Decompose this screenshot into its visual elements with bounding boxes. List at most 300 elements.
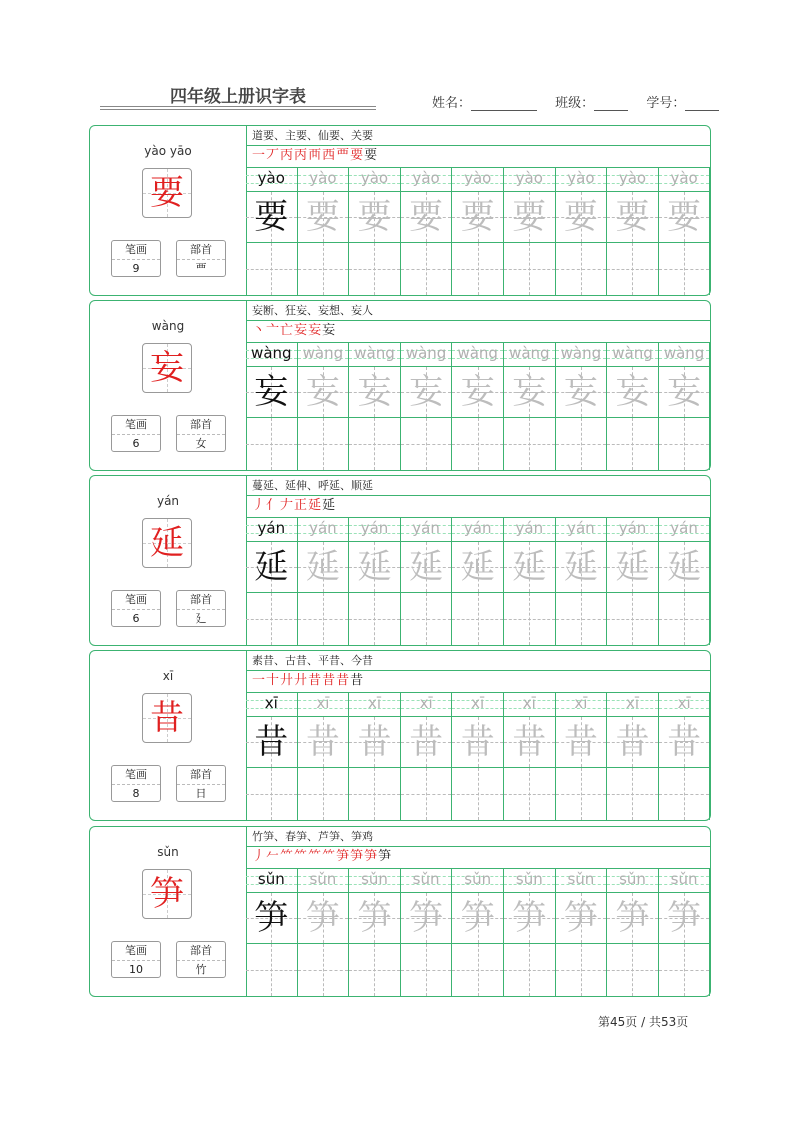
character-card: [89, 826, 711, 997]
stroke-step: 覀: [336, 148, 350, 163]
character-card: [89, 650, 711, 821]
page-header: [0, 0, 800, 120]
example-words: 竹笋、春笋、芦笋、笋鸡: [246, 827, 710, 847]
id-blank[interactable]: [685, 98, 719, 111]
pinyin-cell[interactable]: [556, 342, 608, 367]
writing-cell[interactable]: [452, 192, 504, 243]
radical-value: 覀: [195, 262, 207, 275]
pinyin-cell[interactable]: [504, 517, 556, 542]
trace-char: 延: [409, 547, 444, 587]
radical-box: [176, 415, 226, 452]
pinyin-cell[interactable]: [659, 342, 711, 367]
pinyin-guide: sǔn: [361, 870, 388, 888]
pinyin-cell[interactable]: [401, 167, 453, 192]
writing-cell-empty[interactable]: [659, 593, 711, 645]
name-field[interactable]: [432, 92, 537, 111]
pinyin-cell[interactable]: [246, 517, 298, 542]
pinyin-cell[interactable]: [349, 517, 401, 542]
stroke-step: 笋: [364, 849, 378, 864]
stroke-order: [246, 846, 710, 869]
name-label: 姓名：: [432, 96, 472, 111]
writing-cell[interactable]: [246, 717, 298, 768]
trace-char: 昔: [563, 722, 598, 762]
writing-cell[interactable]: [504, 893, 556, 944]
writing-cell-empty[interactable]: [298, 593, 350, 645]
writing-cell-empty[interactable]: [298, 243, 350, 295]
stroke-order: [246, 145, 710, 168]
pinyin-cell[interactable]: [349, 342, 401, 367]
writing-cell-empty[interactable]: [452, 768, 504, 820]
practice-panel: [246, 651, 710, 820]
example-words: 道要、主要、仙要、关要: [246, 126, 710, 146]
pinyin-guide: xī: [264, 694, 278, 712]
stroke-count-label: 笔画: [112, 416, 160, 435]
stroke-step: 𠂇: [280, 498, 294, 513]
writing-cell-empty[interactable]: [401, 768, 453, 820]
pinyin-guide: wàng: [457, 344, 498, 362]
writing-cell-empty[interactable]: [659, 243, 711, 295]
writing-cell-empty[interactable]: [349, 944, 401, 996]
character-card: [89, 125, 711, 296]
trace-char: 延: [512, 547, 547, 587]
writing-cell-empty[interactable]: [556, 593, 608, 645]
char-info-panel: [90, 126, 247, 295]
writing-cell[interactable]: [298, 367, 350, 418]
writing-cell[interactable]: [349, 717, 401, 768]
stroke-count-label: 笔画: [112, 942, 160, 961]
pinyin-cell[interactable]: [246, 868, 298, 893]
pinyin-cell[interactable]: [556, 167, 608, 192]
pinyin-cell[interactable]: [452, 692, 504, 717]
stroke-step: ⺮: [294, 849, 308, 864]
student-fields: [432, 92, 733, 111]
class-label: 班级：: [555, 96, 595, 111]
stroke-count-box: [111, 415, 161, 452]
name-blank[interactable]: [471, 98, 537, 111]
writing-cell[interactable]: [349, 893, 401, 944]
pinyin-guide: xī: [625, 694, 639, 712]
radical-label: 部首: [177, 766, 225, 785]
writing-cell[interactable]: [298, 542, 350, 593]
pinyin-cell[interactable]: [246, 167, 298, 192]
pinyin-guide: sǔn: [619, 870, 646, 888]
pinyin-cell[interactable]: [504, 868, 556, 893]
pinyin-cell[interactable]: [298, 167, 350, 192]
pinyin-cell[interactable]: [298, 517, 350, 542]
writing-cell-empty[interactable]: [504, 243, 556, 295]
pinyin-cell[interactable]: [556, 517, 608, 542]
pinyin-cell[interactable]: [607, 167, 659, 192]
writing-cell-empty[interactable]: [452, 593, 504, 645]
trace-char: 妄: [409, 372, 444, 412]
stroke-order: [246, 320, 710, 343]
pinyin-cell[interactable]: [556, 692, 608, 717]
writing-cell-empty[interactable]: [349, 418, 401, 470]
char-display: 延: [150, 523, 184, 563]
radical-label: 部首: [177, 241, 225, 260]
stroke-step: 正: [294, 498, 308, 513]
writing-cell[interactable]: [504, 192, 556, 243]
trace-char: 笋: [563, 898, 598, 938]
writing-cell-empty[interactable]: [246, 768, 298, 820]
writing-cell-empty[interactable]: [504, 418, 556, 470]
stroke-step: 𠂉: [266, 849, 280, 864]
stroke-step: 昔: [336, 673, 350, 688]
pinyin-cell[interactable]: [659, 517, 711, 542]
pinyin-guide: wàng: [560, 344, 602, 362]
pinyin-guide: yào: [309, 169, 337, 187]
pinyin-guide: yán: [670, 519, 698, 537]
trace-char: 延: [357, 547, 392, 587]
stroke-step: 妄: [322, 323, 336, 338]
stroke-count-box: [111, 240, 161, 277]
pinyin-cell[interactable]: [246, 342, 298, 367]
character-card: [89, 300, 711, 471]
trace-char: 妄: [357, 372, 392, 412]
stroke-step: 亠: [266, 323, 280, 338]
writing-cell-empty[interactable]: [349, 768, 401, 820]
pinyin-cell[interactable]: [659, 692, 711, 717]
pinyin-cell[interactable]: [504, 167, 556, 192]
trace-char: 笋: [305, 898, 340, 938]
id-field[interactable]: [646, 92, 719, 111]
writing-cell[interactable]: [504, 542, 556, 593]
writing-cell-empty[interactable]: [607, 593, 659, 645]
pinyin-cell[interactable]: [607, 342, 659, 367]
writing-cell[interactable]: [298, 893, 350, 944]
trace-char: 笋: [667, 898, 702, 938]
pinyin-guide: yán: [463, 519, 492, 537]
writing-cell[interactable]: [298, 717, 350, 768]
radical-value: 廴: [195, 612, 207, 625]
char-display-box: [142, 693, 192, 743]
pinyin-cell[interactable]: [504, 692, 556, 717]
writing-cell[interactable]: [607, 542, 659, 593]
trace-char: 延: [667, 547, 702, 587]
pinyin-cell[interactable]: [452, 868, 504, 893]
char-display-box: [142, 343, 192, 393]
pinyin-guide: wàng: [405, 344, 447, 362]
writing-cell[interactable]: [401, 367, 453, 418]
trace-char: 延: [254, 547, 289, 587]
writing-cell[interactable]: [504, 367, 556, 418]
writing-cell-empty[interactable]: [246, 418, 298, 470]
pinyin-guide: sǔn: [515, 870, 543, 888]
pinyin-guide: sǔn: [412, 870, 440, 888]
pinyin-guide: wàng: [302, 344, 344, 362]
trace-char: 延: [615, 547, 650, 587]
pinyin-guide: sǔn: [257, 870, 285, 888]
writing-cell[interactable]: [298, 192, 350, 243]
writing-cell[interactable]: [349, 542, 401, 593]
pinyin-guide: xī: [419, 694, 433, 712]
trace-char: 妄: [460, 372, 495, 412]
pinyin-guide: xī: [367, 694, 381, 712]
writing-cell[interactable]: [659, 367, 711, 418]
stroke-step: 昔: [350, 673, 364, 688]
radical-value: 女: [195, 437, 207, 450]
writing-cell[interactable]: [246, 367, 298, 418]
writing-cell-empty[interactable]: [298, 418, 350, 470]
writing-cell-empty[interactable]: [607, 418, 659, 470]
trace-char: 延: [460, 547, 495, 587]
writing-cell-empty[interactable]: [401, 593, 453, 645]
writing-cell-empty[interactable]: [246, 593, 298, 645]
pinyin-guide: yán: [309, 519, 337, 537]
writing-cell-empty[interactable]: [246, 243, 298, 295]
pinyin-guide: yán: [360, 519, 389, 537]
trace-char: 昔: [615, 722, 650, 762]
stroke-count-value: 9: [132, 262, 140, 275]
char-info-panel: [90, 827, 247, 996]
pinyin-cell[interactable]: [659, 167, 711, 192]
example-words: 蔓延、延伸、呼延、顺延: [246, 476, 710, 496]
writing-cell-empty[interactable]: [452, 944, 504, 996]
trace-char: 笋: [460, 898, 495, 938]
writing-cell-empty[interactable]: [401, 243, 453, 295]
class-field[interactable]: [555, 92, 628, 111]
writing-cell[interactable]: [452, 367, 504, 418]
writing-cell[interactable]: [401, 542, 453, 593]
pinyin-cell[interactable]: [607, 692, 659, 717]
practice-panel: [246, 476, 710, 645]
stroke-step: 亡: [280, 323, 294, 338]
writing-cell[interactable]: [607, 893, 659, 944]
char-info-panel: [90, 476, 247, 645]
trace-char: 笋: [512, 898, 547, 938]
stroke-step: 廾: [280, 673, 294, 688]
pinyin-cell[interactable]: [246, 692, 298, 717]
stroke-step: 廾: [294, 673, 308, 688]
page-number: 第45页 / 共53页: [598, 1015, 689, 1029]
practice-panel: [246, 126, 710, 295]
stroke-step: 一: [252, 148, 266, 163]
trace-char: 要: [512, 197, 547, 237]
pinyin-cell[interactable]: [349, 868, 401, 893]
pinyin-guide: yào: [618, 169, 647, 187]
writing-cell-empty[interactable]: [504, 593, 556, 645]
writing-cell-empty[interactable]: [452, 243, 504, 295]
writing-cell[interactable]: [659, 893, 711, 944]
page-title: 四年级上册识字表: [170, 87, 306, 107]
writing-cell[interactable]: [556, 542, 608, 593]
pinyin-cell[interactable]: [298, 868, 350, 893]
id-label: 学号：: [646, 96, 686, 111]
trace-char: 妄: [563, 372, 598, 412]
writing-cell[interactable]: [246, 192, 298, 243]
pinyin-cell[interactable]: [349, 167, 401, 192]
example-words: 妄断、狂妄、妄想、妄人: [246, 301, 710, 321]
writing-cell[interactable]: [246, 893, 298, 944]
practice-panel: [246, 301, 710, 470]
char-pinyin: yán: [156, 494, 180, 508]
stroke-count-value: 6: [132, 612, 140, 625]
stroke-step: 西: [322, 148, 336, 163]
radical-value: 日: [195, 787, 207, 800]
writing-cell[interactable]: [349, 367, 401, 418]
radical-label: 部首: [177, 416, 225, 435]
writing-cell-empty[interactable]: [452, 418, 504, 470]
writing-cell-empty[interactable]: [401, 418, 453, 470]
writing-cell[interactable]: [504, 717, 556, 768]
trace-char: 要: [615, 197, 650, 237]
trace-char: 要: [563, 197, 598, 237]
trace-char: 笋: [254, 898, 289, 938]
pinyin-guide: yào: [412, 169, 440, 187]
pinyin-cell[interactable]: [298, 692, 350, 717]
writing-cell[interactable]: [659, 717, 711, 768]
radical-value: 竹: [195, 963, 207, 976]
trace-char: 妄: [254, 372, 289, 412]
pinyin-cell[interactable]: [401, 342, 453, 367]
stroke-count-value: 8: [132, 787, 140, 800]
writing-cell-empty[interactable]: [607, 944, 659, 996]
writing-cell-empty[interactable]: [556, 944, 608, 996]
class-blank[interactable]: [594, 98, 628, 111]
pinyin-cell[interactable]: [401, 692, 453, 717]
char-pinyin: xī: [162, 669, 174, 683]
writing-cell-empty[interactable]: [246, 944, 298, 996]
pinyin-cell[interactable]: [659, 868, 711, 893]
pinyin-cell[interactable]: [401, 868, 453, 893]
pinyin-guide: yào: [257, 169, 285, 187]
pinyin-guide: yán: [515, 519, 544, 537]
writing-cell-empty[interactable]: [298, 944, 350, 996]
radical-box: [176, 765, 226, 802]
stroke-step: 要: [364, 148, 378, 163]
writing-cell[interactable]: [607, 717, 659, 768]
pinyin-cell[interactable]: [452, 517, 504, 542]
stroke-step: ⺮: [280, 849, 294, 864]
pinyin-cell[interactable]: [607, 868, 659, 893]
pinyin-guide: yào: [515, 169, 543, 187]
writing-cell[interactable]: [401, 893, 453, 944]
pinyin-cell[interactable]: [556, 868, 608, 893]
pinyin-cell[interactable]: [452, 167, 504, 192]
pinyin-guide: yào: [464, 169, 492, 187]
stroke-step: 丙: [294, 148, 308, 163]
pinyin-guide: sǔn: [464, 870, 492, 888]
writing-cell[interactable]: [401, 717, 453, 768]
trace-char: 昔: [512, 722, 547, 762]
pinyin-guide: wàng: [251, 344, 292, 362]
writing-cell-empty[interactable]: [659, 944, 711, 996]
writing-cell[interactable]: [452, 542, 504, 593]
trace-char: 笋: [357, 898, 392, 938]
trace-char: 昔: [409, 722, 444, 762]
trace-char: 笋: [409, 898, 444, 938]
pinyin-guide: yào: [360, 169, 389, 187]
writing-cell[interactable]: [607, 192, 659, 243]
char-display-box: [142, 168, 192, 218]
title-underline: [100, 106, 376, 107]
stroke-step: 丆: [266, 148, 280, 163]
stroke-step: 襾: [308, 148, 322, 163]
writing-cell-empty[interactable]: [556, 768, 608, 820]
char-pinyin: sǔn: [157, 845, 179, 859]
writing-cell-empty[interactable]: [349, 243, 401, 295]
writing-cell[interactable]: [349, 192, 401, 243]
char-display-box: [142, 518, 192, 568]
writing-cell[interactable]: [659, 542, 711, 593]
trace-char: 要: [305, 197, 340, 237]
example-words: 素昔、古昔、平昔、今昔: [246, 651, 710, 671]
pinyin-guide: sǔn: [567, 870, 595, 888]
trace-char: 昔: [305, 722, 340, 762]
writing-cell[interactable]: [556, 192, 608, 243]
stroke-step: 丿: [252, 498, 266, 513]
trace-char: 延: [305, 547, 340, 587]
writing-cell-empty[interactable]: [504, 768, 556, 820]
writing-cell-empty[interactable]: [556, 418, 608, 470]
writing-cell[interactable]: [607, 367, 659, 418]
char-display: 昔: [150, 698, 184, 738]
stroke-step: ⺮: [308, 849, 322, 864]
pinyin-cell[interactable]: [504, 342, 556, 367]
pinyin-guide: xī: [522, 694, 536, 712]
writing-cell[interactable]: [556, 893, 608, 944]
char-info-panel: [90, 651, 247, 820]
pinyin-cell[interactable]: [349, 692, 401, 717]
writing-cell-empty[interactable]: [659, 418, 711, 470]
writing-cell[interactable]: [246, 542, 298, 593]
radical-box: [176, 240, 226, 277]
char-display: 笋: [150, 874, 184, 914]
trace-char: 昔: [254, 722, 289, 762]
pinyin-guide: sǔn: [309, 870, 337, 888]
writing-cell[interactable]: [556, 717, 608, 768]
writing-cell-empty[interactable]: [556, 243, 608, 295]
pinyin-guide: xī: [471, 694, 485, 712]
radical-box: [176, 590, 226, 627]
pinyin-guide: yào: [670, 169, 698, 187]
pinyin-guide: wàng: [612, 344, 653, 362]
stroke-step: 十: [266, 673, 280, 688]
writing-cell-empty[interactable]: [298, 768, 350, 820]
stroke-step: 丙: [280, 148, 294, 163]
writing-cell[interactable]: [452, 893, 504, 944]
writing-cell-empty[interactable]: [659, 768, 711, 820]
pinyin-cell[interactable]: [298, 342, 350, 367]
pinyin-cell[interactable]: [607, 517, 659, 542]
stroke-step: ⺮: [322, 849, 336, 864]
stroke-order: [246, 495, 710, 518]
pinyin-cell[interactable]: [401, 517, 453, 542]
writing-cell-empty[interactable]: [349, 593, 401, 645]
radical-label: 部首: [177, 942, 225, 961]
stroke-count-box: [111, 765, 161, 802]
stroke-step: 延: [308, 498, 322, 513]
pinyin-guide: yán: [257, 519, 286, 537]
writing-cell[interactable]: [556, 367, 608, 418]
stroke-count-label: 笔画: [112, 591, 160, 610]
pinyin-cell[interactable]: [452, 342, 504, 367]
writing-cell-empty[interactable]: [504, 944, 556, 996]
writing-cell-empty[interactable]: [401, 944, 453, 996]
writing-cell[interactable]: [452, 717, 504, 768]
writing-cell[interactable]: [401, 192, 453, 243]
stroke-count-label: 笔画: [112, 766, 160, 785]
stroke-count-value: 10: [129, 963, 143, 976]
writing-cell-empty[interactable]: [607, 243, 659, 295]
stroke-step: 要: [350, 148, 364, 163]
writing-cell-empty[interactable]: [607, 768, 659, 820]
pinyin-guide: sǔn: [670, 870, 698, 888]
trace-char: 要: [357, 197, 392, 237]
trace-char: 要: [409, 197, 444, 237]
writing-cell[interactable]: [659, 192, 711, 243]
trace-char: 昔: [667, 722, 702, 762]
